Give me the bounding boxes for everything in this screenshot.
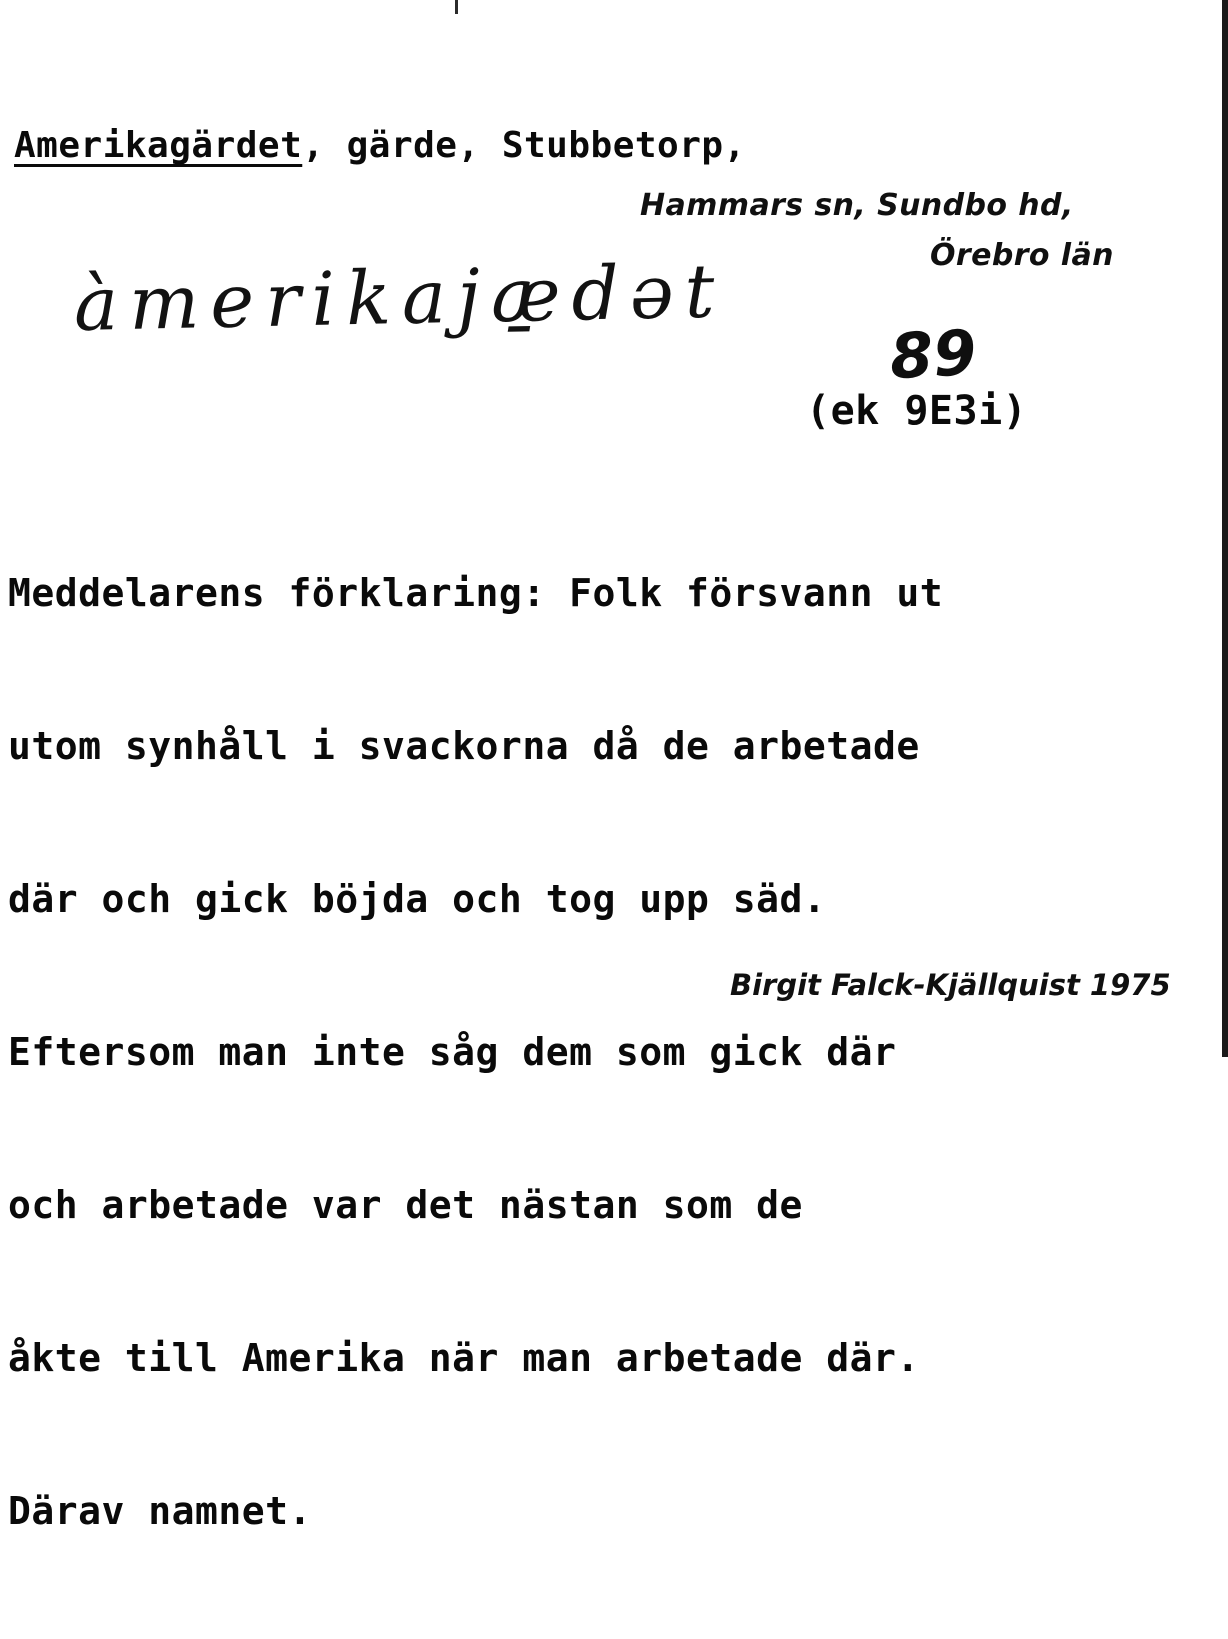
explanation-line: Eftersom man inte såg dem som gick där — [8, 1030, 897, 1074]
county-line: Örebro län — [930, 238, 1114, 273]
explanation-line: och arbetade var det nästan som de — [8, 1183, 803, 1227]
headword: Amerikagärdet — [14, 125, 303, 166]
explanation-line: Meddelarens förklaring: Folk försvann ut — [8, 571, 944, 615]
explanation-line: där och gick böjda och tog upp säd. — [8, 877, 827, 921]
phonetic-transcription: àmerikajæ̱dət — [73, 248, 727, 348]
explanation-line: utom synhåll i svackorna då de arbetade — [8, 724, 920, 768]
headword-qualifier: , gärde, Stubbetorp, — [302, 125, 746, 166]
explanation-text — [8, 466, 1223, 1639]
card-number: 89 — [888, 315, 979, 394]
map-reference: (ek 9E3i) — [806, 388, 1028, 434]
headword-line — [14, 124, 746, 168]
author-signature: Birgit Falck-Kjällquist 1975 — [730, 968, 1171, 1002]
scan-top-notch-artifact — [455, 0, 458, 14]
explanation-line: Därav namnet. — [8, 1489, 312, 1533]
explanation-line: åkte till Amerika när man arbetade där. — [8, 1336, 920, 1380]
parish-district-line: Hammars sn, Sundbo hd, — [640, 188, 1074, 223]
